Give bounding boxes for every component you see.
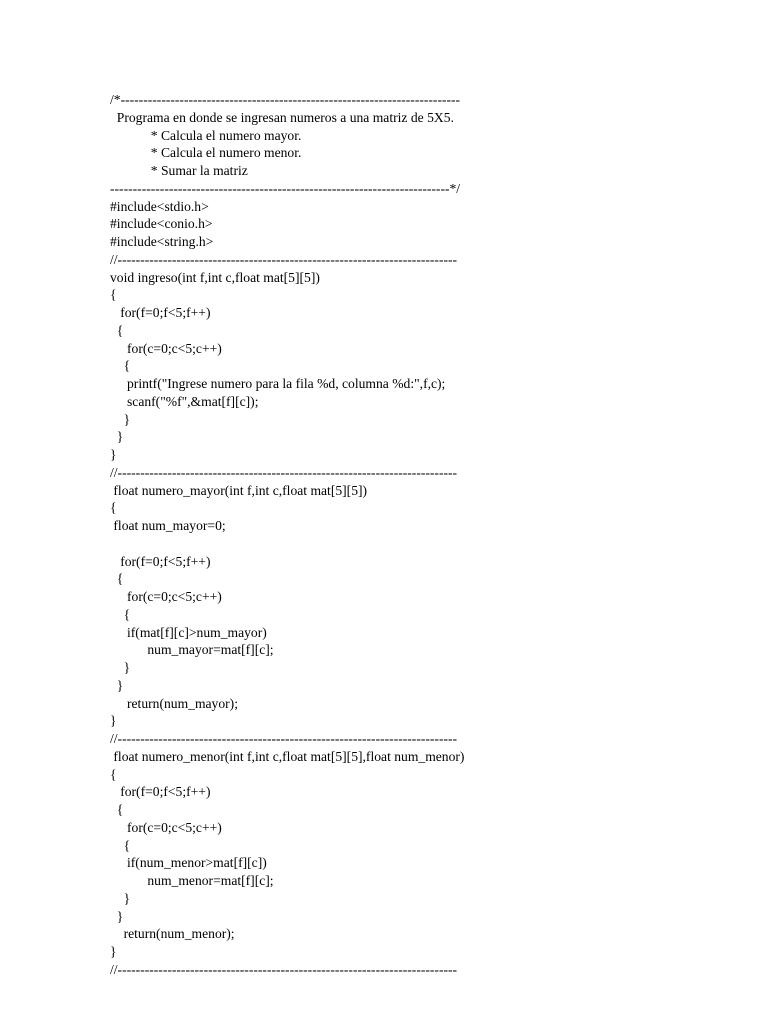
code-line: } bbox=[110, 908, 124, 924]
code-line: { bbox=[110, 571, 124, 587]
code-line: scanf("%f",&mat[f][c]); bbox=[110, 393, 259, 409]
code-line: /*--------------------------------------------------------------------------- bbox=[110, 92, 461, 107]
code-line: } bbox=[110, 429, 124, 445]
code-line: } bbox=[110, 713, 117, 729]
code-line: num_menor=mat[f][c]; bbox=[110, 873, 274, 888]
code-line: ---------------------------------------------------------------------------*/ bbox=[110, 180, 461, 196]
code-line: } bbox=[110, 890, 131, 906]
code-line: * Sumar la matriz bbox=[110, 163, 248, 178]
code-line: //--------------------------------------------------------------------------- bbox=[110, 251, 458, 267]
code-line: if(mat[f][c]>num_mayor) bbox=[110, 624, 267, 640]
code-line: for(f=0;f<5;f++) bbox=[110, 305, 211, 320]
code-line: { bbox=[110, 766, 117, 782]
code-line: return(num_mayor); bbox=[110, 695, 238, 711]
code-line: printf("Ingrese numero para la fila %d, columna %d:",f,c); bbox=[110, 376, 446, 391]
code-line: void ingreso(int f,int c,float mat[5][5]) bbox=[110, 269, 320, 285]
code-line: for(c=0;c<5;c++) bbox=[110, 340, 222, 356]
code-line: } bbox=[110, 677, 124, 693]
code-line: { bbox=[110, 606, 131, 622]
code-listing bbox=[110, 91, 464, 979]
code-line: float num_mayor=0; bbox=[110, 518, 226, 533]
code-line: //--------------------------------------------------------------------------- bbox=[110, 961, 458, 977]
code-line: for(f=0;f<5;f++) bbox=[110, 784, 211, 800]
code-line: #include<stdio.h> bbox=[110, 198, 209, 214]
code-line: { bbox=[110, 322, 124, 338]
code-line: } bbox=[110, 944, 117, 959]
code-line: } bbox=[110, 660, 131, 675]
code-line: * Calcula el numero menor. bbox=[110, 145, 302, 161]
code-line: Programa en donde se ingresan numeros a una matriz de 5X5. bbox=[110, 109, 454, 125]
code-line: } bbox=[110, 411, 131, 427]
code-line: #include<conio.h> bbox=[110, 216, 213, 232]
code-line: float numero_menor(int f,int c,float mat[5][5],float num_menor) bbox=[110, 748, 465, 764]
code-line: { bbox=[110, 500, 117, 516]
code-line: //--------------------------------------------------------------------------- bbox=[110, 464, 458, 480]
code-line bbox=[110, 535, 464, 553]
code-line: num_mayor=mat[f][c]; bbox=[110, 642, 274, 658]
code-line: { bbox=[110, 287, 117, 303]
code-line: { bbox=[110, 837, 131, 853]
code-line: for(c=0;c<5;c++) bbox=[110, 819, 222, 835]
code-line: float numero_mayor(int f,int c,float mat[5][5]) bbox=[110, 482, 368, 498]
code-line: { bbox=[110, 358, 131, 374]
code-line: for(c=0;c<5;c++) bbox=[110, 589, 222, 604]
code-line: { bbox=[110, 802, 124, 817]
code-line: for(f=0;f<5;f++) bbox=[110, 553, 211, 569]
code-line: //--------------------------------------------------------------------------- bbox=[110, 731, 458, 746]
code-line: if(num_menor>mat[f][c]) bbox=[110, 855, 267, 871]
code-line: return(num_menor); bbox=[110, 926, 235, 942]
code-line: #include<string.h> bbox=[110, 234, 214, 249]
code-line: * Calcula el numero mayor. bbox=[110, 127, 302, 143]
code-line: } bbox=[110, 447, 117, 462]
